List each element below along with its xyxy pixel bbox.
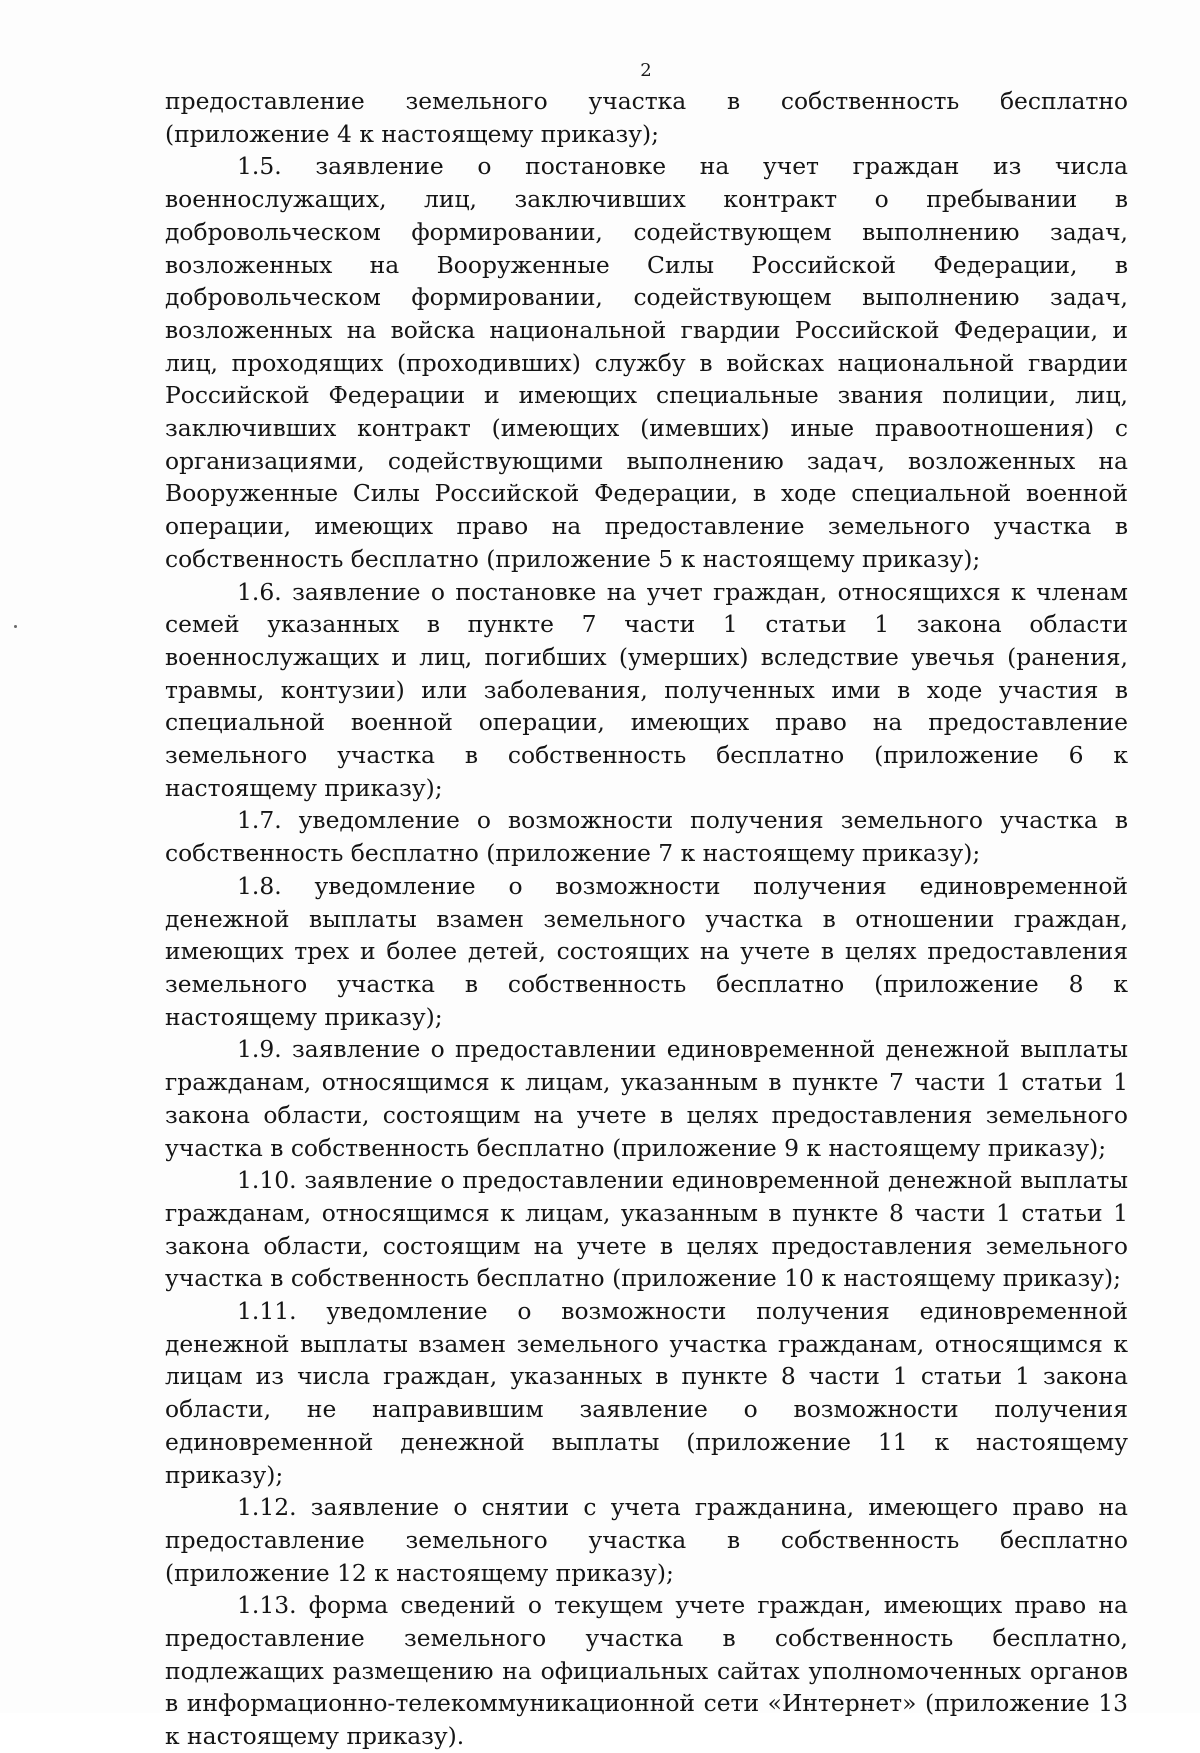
page-number: 2 (640, 60, 652, 81)
document-body (165, 85, 1128, 1753)
paragraph-item-1-13: 1.13. форма сведений о текущем учете граждан, имеющих право на предоставление земельного участка в собственность бесплатно, подлежащих размещению на официальных сайтах уполномоченных органов в информационно-телекоммуникационной сети «Интернет» (приложение 13 к настоящему приказу). (165, 1591, 1128, 1751)
paragraph-continuation: предоставление земельного участка в собственность бесплатно (приложение 4 к настоящему приказу); (165, 87, 1128, 148)
paragraph-item-1-7: 1.7. уведомление о возможности получения земельного участка в собственность бесплатно (приложение 7 к настоящему приказу); (165, 806, 1128, 868)
paragraph-item-1-11: 1.11. уведомление о возможности получения единовременной денежной выплаты взамен земельного участка гражданам, относящимся к лицам из числа граждан, указанных в пункте 8 части 1 статьи 1 закона области, не направившим заявление о возможности получения единовременной денежной выплаты (приложение 11 к настоящему приказу); (165, 1297, 1128, 1489)
paragraph-item-1-5: 1.5. заявление о постановке на учет граждан из числа военнослужащих, лиц, заключивших контракт о пребывании в добровольческом формировании, содействующем выполнению задач, возложенных на Вооруженные Силы Российской Федерации, в добровольческом формировании, содействующем выполнению задач, возложенных на войска национальной гвардии Российской Федерации, и лиц, проходящих (проходивших) службу в войсках национальной гвардии Российской Федерации и имеющих специальные звания полиции, лиц, заключивших контракт (имеющих (имевших) иные правоотношения) с организациями, содействующими выполнению задач, возложенных на Вооруженные Силы Российской Федерации, в ходе специальной военной операции, имеющих право на предоставление земельного участка в собственность бесплатно (приложение 5 к настоящему приказу); (165, 152, 1128, 573)
paragraph-item-1-10: 1.10. заявление о предоставлении единовременной денежной выплаты гражданам, относящимся к лицам, указанным в пункте 8 части 1 статьи 1 закона области, состоящим на учете в целях предоставления земельного участка в собственность бесплатно (приложение 10 к настоящему приказу); (165, 1166, 1128, 1293)
paragraph-item-1-8: 1.8. уведомление о возможности получения единовременной денежной выплаты взамен земельного участка в отношении граждан, имеющих трех и более детей, состоящих на учете в целях предоставления земельного участка в собственность бесплатно (приложение 8 к настоящему приказу); (165, 871, 1128, 1031)
margin-speck (14, 625, 17, 628)
paragraph-item-1-6: 1.6. заявление о постановке на учет граждан, относящихся к членам семей указанных в пункте 7 части 1 статьи 1 закона области военнослужащих и лиц, погибших (умерших) вследствие увечья (ранения, травмы, контузии) или заболевания, полученных ими в ходе участия в специальной военной операции, имеющих право на предоставление земельного участка в собственность бесплатно (приложение 6 к настоящему приказу); (165, 577, 1128, 802)
paragraph-item-1-9: 1.9. заявление о предоставлении единовременной денежной выплаты гражданам, относящимся к лицам, указанным в пункте 7 части 1 статьи 1 закона области, состоящим на учете в целях предоставления земельного участка в собственность бесплатно (приложение 9 к настоящему приказу); (165, 1035, 1128, 1162)
paragraph-item-1-12: 1.12. заявление о снятии с учета гражданина, имеющего право на предоставление земельного участка в собственность бесплатно (приложение 12 к настоящему приказу); (165, 1493, 1128, 1587)
